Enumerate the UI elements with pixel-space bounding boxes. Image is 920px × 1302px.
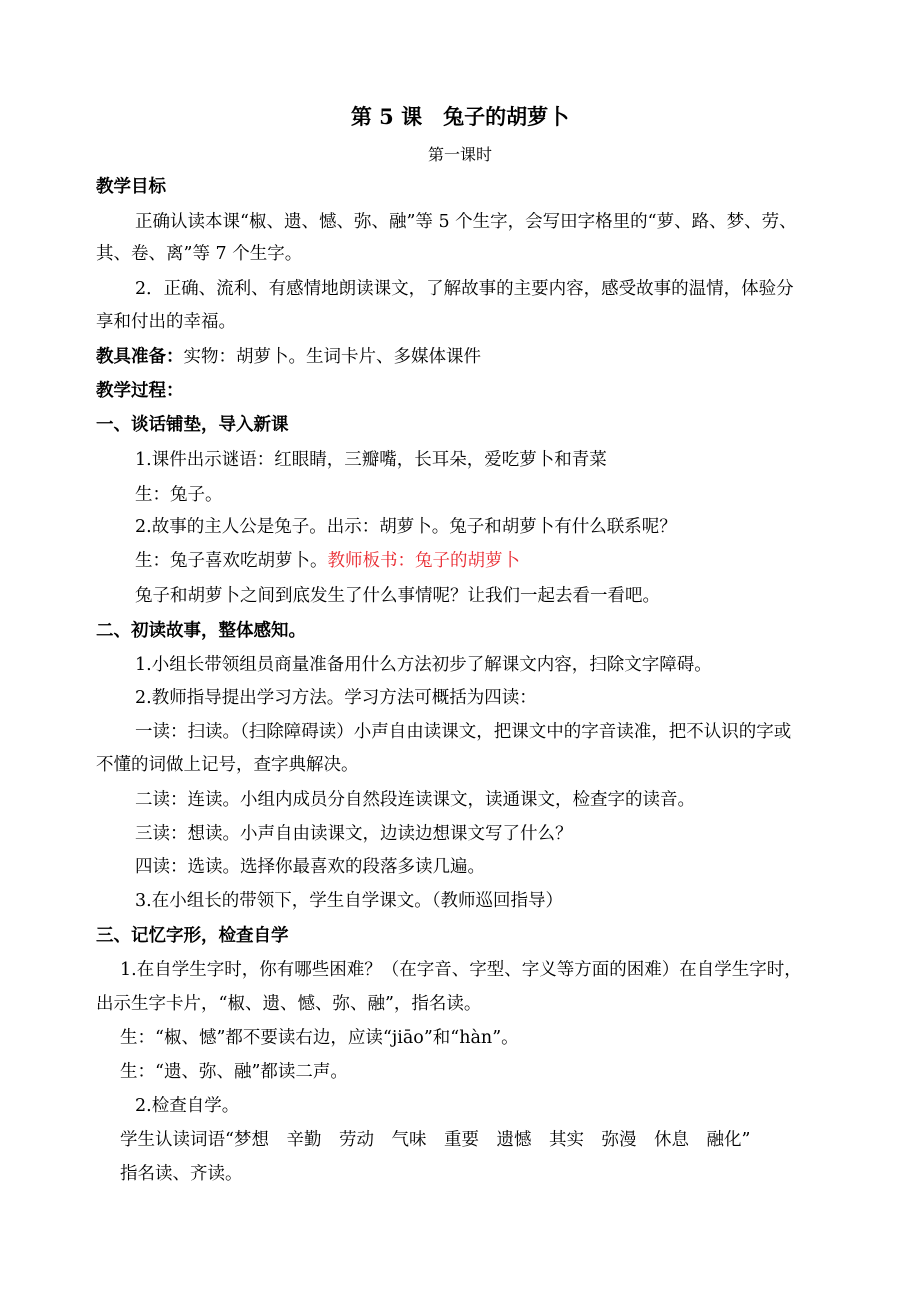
section2-heading: 二、初读故事，整体感知。 [96,621,306,641]
section2-line7: 3.在小组长的带领下，学生自学课文。（教师巡回指导） [135,891,563,911]
section1-line4 [135,550,520,572]
tools-line [96,346,481,368]
section3-line1b: 出示生字卡片，“椒、遗、憾、弥、融”，指名读。 [96,994,482,1014]
section2-line3b: 不懂的词做上记号，查字典解决。 [96,755,359,775]
section1-line3: 2.故事的主人公是兔子。出示：胡萝卜。兔子和胡萝卜有什么联系呢？ [135,517,677,537]
section1-heading: 一、谈话铺垫，导入新课 [96,415,289,435]
section2-line5: 三读：想读。小声自由读课文，边读边想课文写了什么？ [135,824,573,844]
section3-line3: 生：“遗、弥、融”都读二声。 [120,1062,348,1082]
blackboard-note: 教师板书：兔子的胡萝卜 [327,551,520,571]
section3-line4: 2.检查自学。 [135,1096,240,1116]
goals-item2-line2: 享和付出的幸福。 [96,312,236,332]
process-heading: 教学过程： [96,381,184,401]
section3-line1a: 1.在自学生字时，你有哪些困难？（在字音、字型、字义等方面的困难）在自学生字时， [120,960,802,980]
goals-item1-line1: 正确认读本课“椒、遗、憾、弥、融”等 5 个生字，会写田字格里的“萝、路、梦、劳、 [135,212,797,232]
tools-text: 实物：胡萝卜。生词卡片、多媒体课件 [183,347,481,367]
section1-line5: 兔子和胡萝卜之间到底发生了什么事情呢？让我们一起去看一看吧。 [135,586,660,606]
goals-heading: 教学目标 [96,177,166,197]
section2-line4: 二读：连读。小组内成员分自然段连读课文，读通课文，检查字的读音。 [135,790,695,810]
section2-line2: 2.教师指导提出学习方法。学习方法可概括为四读： [135,688,537,708]
section3-line6: 指名读、齐读。 [120,1164,243,1184]
section3-line2: 生：“椒、憾”都不要读右边，应读“jiāo”和“hàn”。 [120,1028,519,1048]
section3-heading: 三、记忆字形，检查自学 [96,926,289,946]
tools-label: 教具准备： [96,347,184,367]
section2-line1: 1.小组长带领组员商量准备用什么方法初步了解课文内容，扫除文字障碍。 [135,655,712,675]
section2-line6: 四读：选读。选择你最喜欢的段落多读几遍。 [135,857,485,877]
section1-line4-plain: 生：兔子喜欢吃胡萝卜。 [135,551,328,571]
section1-line2: 生：兔子。 [135,485,223,505]
lesson-title: 第 5 课 兔子的胡萝卜 [350,104,570,129]
section2-line3a: 一读：扫读。（扫除障碍读）小声自由读课文，把课文中的字音读准，把不认识的字或 [135,722,792,742]
lesson-subtitle: 第一课时 [427,145,492,164]
section3-line5: 学生认读词语“梦想 辛勤 劳动 气味 重要 遗憾 其实 弥漫 休息 融化” [120,1130,751,1150]
goals-item2-line1: 2．正确、流利、有感情地朗读课文，了解故事的主要内容，感受故事的温情，体验分 [135,279,794,299]
goals-item1-line2: 其、卷、离”等 7 个生字。 [96,244,303,264]
section1-line1: 1.课件出示谜语：红眼睛，三瓣嘴，长耳朵，爱吃萝卜和青菜 [135,450,607,470]
